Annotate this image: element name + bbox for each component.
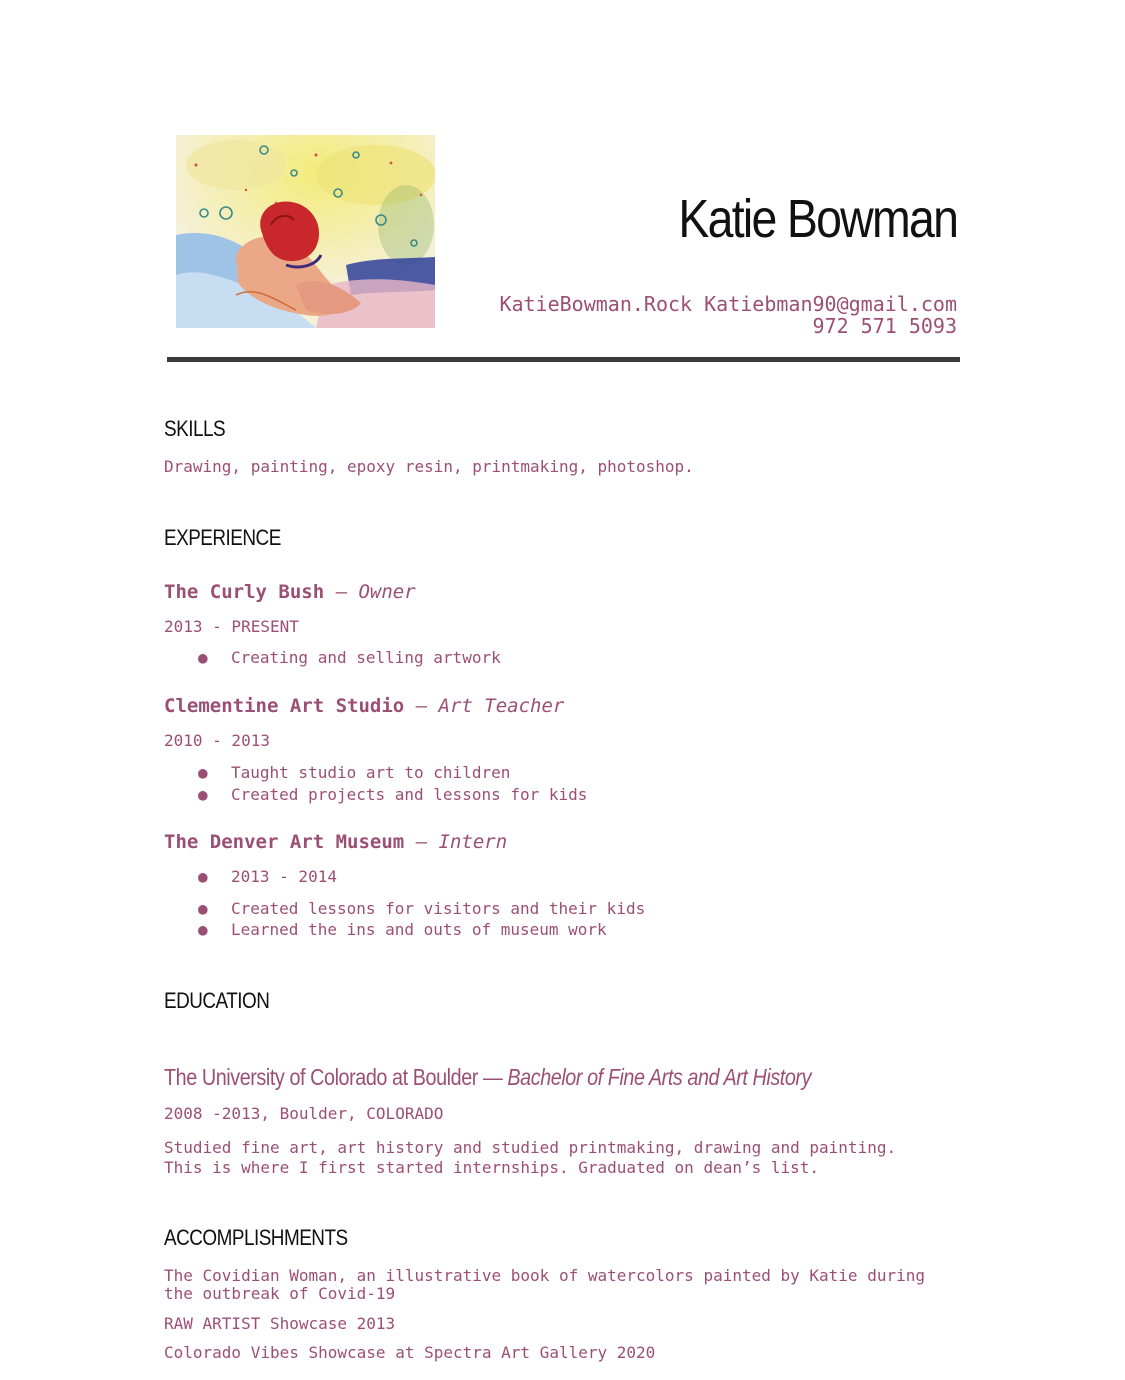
artwork-photo [176, 135, 435, 328]
education-school: The University of Colorado at Boulder [164, 1064, 478, 1090]
resume-name: Katie Bowman [678, 189, 957, 249]
job-role: Owner [358, 581, 416, 603]
job-title [164, 581, 416, 603]
education-dates: 2008 -2013, Boulder, COLORADO [164, 1104, 444, 1123]
education-heading: EDUCATION [164, 988, 270, 1013]
accomplishment-item-continued: the outbreak of Covid-19 [164, 1284, 396, 1303]
bullet-dot: ● [198, 867, 208, 886]
education-degree: Bachelor of Fine Arts and Art History [507, 1064, 812, 1090]
contact-info [499, 293, 957, 337]
accomplishment-item: Colorado Vibes Showcase at Spectra Art Gallery 2020 [164, 1343, 656, 1362]
job-dates: 2010 - 2013 [164, 731, 270, 750]
job-bullet [198, 899, 645, 918]
bullet-dot: ● [198, 899, 208, 918]
bullet-text: Taught studio art to children [231, 763, 511, 782]
bullet-dot: ● [198, 920, 208, 939]
education-description-line: This is where I first started internships. Graduated on dean’s list. [164, 1158, 820, 1177]
job-company: The Denver Art Museum [164, 831, 405, 853]
education-separator: — [477, 1064, 508, 1090]
bullet-text: 2013 - 2014 [231, 867, 337, 886]
job-dates: 2013 - PRESENT [164, 617, 299, 636]
job-company: Clementine Art Studio [164, 695, 405, 717]
header-divider [167, 357, 960, 362]
education-description-line: Studied fine art, art history and studied printmaking, drawing and painting. [164, 1138, 897, 1157]
job-title [164, 695, 564, 717]
bullet-dot: ● [198, 648, 208, 667]
contact-phone: 972 571 5093 [812, 314, 957, 338]
job-bullet [198, 867, 337, 886]
accomplishment-item: The Covidian Woman, an illustrative book of watercolors painted by Katie during [164, 1266, 925, 1285]
bullet-text: Learned the ins and outs of museum work [231, 920, 607, 939]
job-company: The Curly Bush [164, 581, 325, 603]
education-title [164, 1064, 811, 1091]
skills-text: Drawing, painting, epoxy resin, printmaking, photoshop. [164, 457, 694, 476]
job-role: Art Teacher [438, 695, 565, 717]
accomplishment-item: RAW ARTIST Showcase 2013 [164, 1314, 396, 1333]
job-title [164, 831, 507, 853]
bullet-text: Creating and selling artwork [231, 648, 501, 667]
accomplishments-heading: ACCOMPLISHMENTS [164, 1225, 348, 1250]
job-role: Intern [438, 831, 508, 853]
experience-heading: EXPERIENCE [164, 525, 281, 550]
job-separator: — [324, 581, 359, 603]
skills-heading: SKILLS [164, 416, 226, 441]
bullet-text: Created lessons for visitors and their kids [231, 899, 646, 918]
job-bullet [198, 648, 501, 667]
bullet-text: Created projects and lessons for kids [231, 785, 588, 804]
job-separator: — [404, 831, 439, 853]
contact-website-email[interactable]: KatieBowman.Rock Katiebman90@gmail.com [499, 292, 957, 316]
job-bullet [198, 785, 587, 804]
bullet-dot: ● [198, 785, 208, 804]
job-bullet [198, 763, 510, 782]
bullet-dot: ● [198, 763, 208, 782]
job-separator: — [404, 695, 439, 717]
job-bullet [198, 920, 607, 939]
